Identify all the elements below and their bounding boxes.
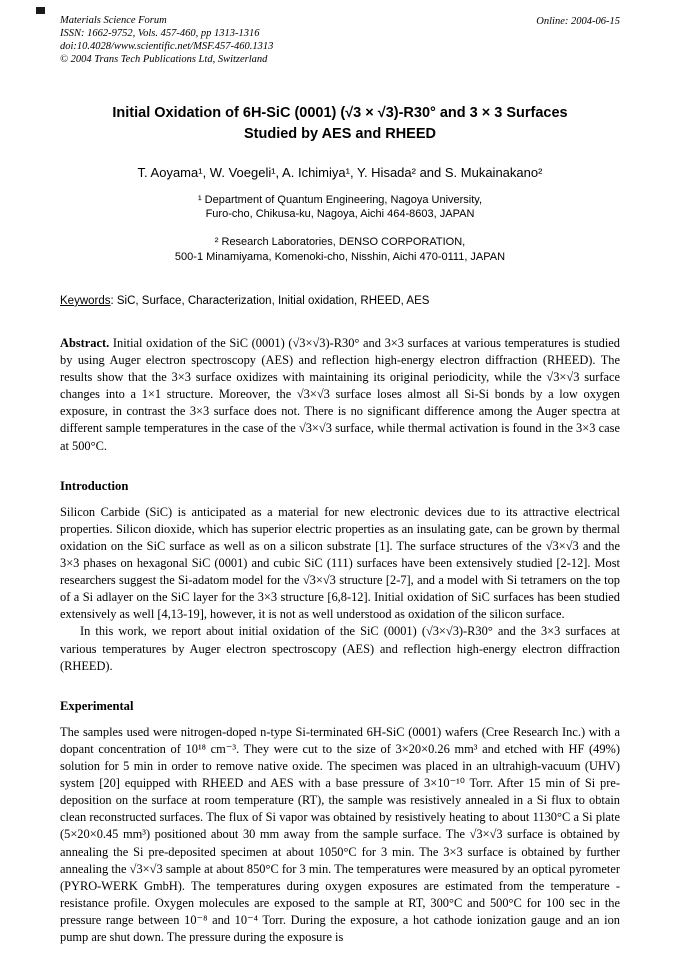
abstract-text: Initial oxidation of the SiC (0001) (√3×√3)-R30° and 3×3 surfaces at various temperatures is studied by using Auger electron spectroscopy (AES) and reflection high-energy electron diffraction (RHEED). The results show that the 3×3 surface oxidizes with maintaining its original periodicity, while the √3×√3 surface changes into a 1×1 structure. Moreover, the √3×√3 surface loses almost all Si-Si bonds by a low oxygen exposure, in contrast the 3×3 surface does not. There is no significant difference among the Auger spectra at different sample temperatures in the case of the √3×√3 surface, while thermal activation is found in the 3×3 case at 500°C. — [60, 335, 620, 453]
paper-title-line-2: Studied by AES and RHEED — [243, 125, 436, 142]
affiliation-1-line-1: ¹ Department of Quantum Engineering, Nagoya University, — [197, 193, 483, 206]
affiliation-2-line-2: 500-1 Minamiyama, Komenoki-cho, Nisshin, Aichi 470-0111, JAPAN — [174, 251, 506, 264]
scan-corner-mark — [36, 7, 45, 14]
issn-line: ISSN: 1662-9752, Vols. 457-460, pp 1313-1316 — [60, 28, 260, 40]
abstract-paragraph — [60, 335, 620, 455]
journal-name: Materials Science Forum — [60, 15, 167, 26]
online-date: Online: 2004-06-15 — [536, 16, 620, 27]
keywords-label: Keywords — [60, 294, 111, 307]
abstract-label: Abstract. — [60, 335, 110, 350]
copyright-line: © 2004 Trans Tech Publications Ltd, Switzerland — [60, 54, 268, 66]
keywords-text: : SiC, Surface, Characterization, Initial oxidation, RHEED, AES — [110, 294, 430, 307]
affiliation-2 — [60, 235, 620, 265]
experimental-paragraph-1: The samples used were nitrogen-doped n-type Si-terminated 6H-SiC (0001) wafers (Cree Research Inc.) with a dopant concentration of 10¹⁸ cm⁻³. They were cut to the size of 3×20×0.26 mm³ and etched with HF (49%) solution for 5 min in order to remove native oxide. The specimen was placed in an ultrahigh-vacuum (UHV) system [20] equipped with RHEED and AES with a base pressure of 3×10⁻¹⁰ Torr. After 15 min of Si pre-deposition on the surface at room temperature (RT), the sample was resistively annealed in a Si flux to obtain clean reconstructed surfaces. The flux of Si vapor was obtained by resistively heating to about 1130°C a Si plate (5×20×0.45 mm³) positioned about 30 mm away from the sample surface. The √3×√3 surface is obtained by annealing the Si pre-deposited specimen at about 1050°C for 3 min. The 3×3 surface is obtained by further annealing the √3×√3 sample at about 850°C for 3 min. The temperatures were measured by an optical pyrometer (PYRO-WERK GmbH). The temperatures during oxygen exposures are estimated from the temperature - resistance profile. Oxygen molecules are exposed to the sample at RT, 300°C and 500°C for 100 sec in the pressure range between 10⁻⁸ and 10⁻⁴ Torr. During the exposure, a hot cathode ionization gauge and an ion pump are shut down. The pressure during the exposure is — [60, 724, 620, 945]
section-heading-experimental: Experimental — [60, 698, 134, 713]
journal-header — [60, 14, 620, 67]
keywords-line — [60, 295, 620, 307]
affiliation-1-line-2: Furo-cho, Chikusa-ku, Nagoya, Aichi 464-8603, JAPAN — [205, 208, 475, 221]
paper-title — [70, 103, 610, 145]
introduction-paragraph-2: In this work, we report about initial oxidation of the SiC (0001) (√3×√3)-R30° and the 3×3 surfaces at various temperatures by Auger electron spectroscopy (AES) and reflection high-energy electron diffraction (RHEED). — [60, 624, 620, 673]
affiliation-2-line-1: ² Research Laboratories, DENSO CORPORATION, — [214, 236, 466, 249]
doi-line: doi:10.4028/www.scientific.net/MSF.457-460.1313 — [60, 41, 274, 53]
author-list: T. Aoyama¹, W. Voegeli¹, A. Ichimiya¹, Y. Hisada² and S. Mukainakano² — [137, 164, 543, 180]
paper-title-line-1: Initial Oxidation of 6H-SiC (0001) (√3 × √3)-R30° and 3 × 3 Surfaces — [112, 104, 568, 121]
section-heading-introduction: Introduction — [60, 478, 129, 493]
journal-info-block — [60, 14, 273, 67]
affiliation-1 — [60, 193, 620, 223]
introduction-paragraph-1: Silicon Carbide (SiC) is anticipated as a material for new electronic devices due to its attractive electrical properties. Silicon dioxide, which has superior electric properties as an insulating gate, can be grown by thermal oxidation on the SiC surface as well as on a silicon substrate [1]. The surface structures of the √3×√3 and the 3×3 phases on hexagonal SiC (0001) and cubic SiC (111) surfaces have been extensively studied [2-12]. Most researchers suggest the Si-adatom model for the √3×√3 structure [2-7], and a model with Si tetramers on the top of a Si adlayer on the SiC layer for the 3×3 structure [6,8-12]. Initial oxidation of SiC surfaces has been studied extensively as well [4,13-19], however, it is not as well understood as oxidation of the silicon surface. — [60, 504, 620, 622]
